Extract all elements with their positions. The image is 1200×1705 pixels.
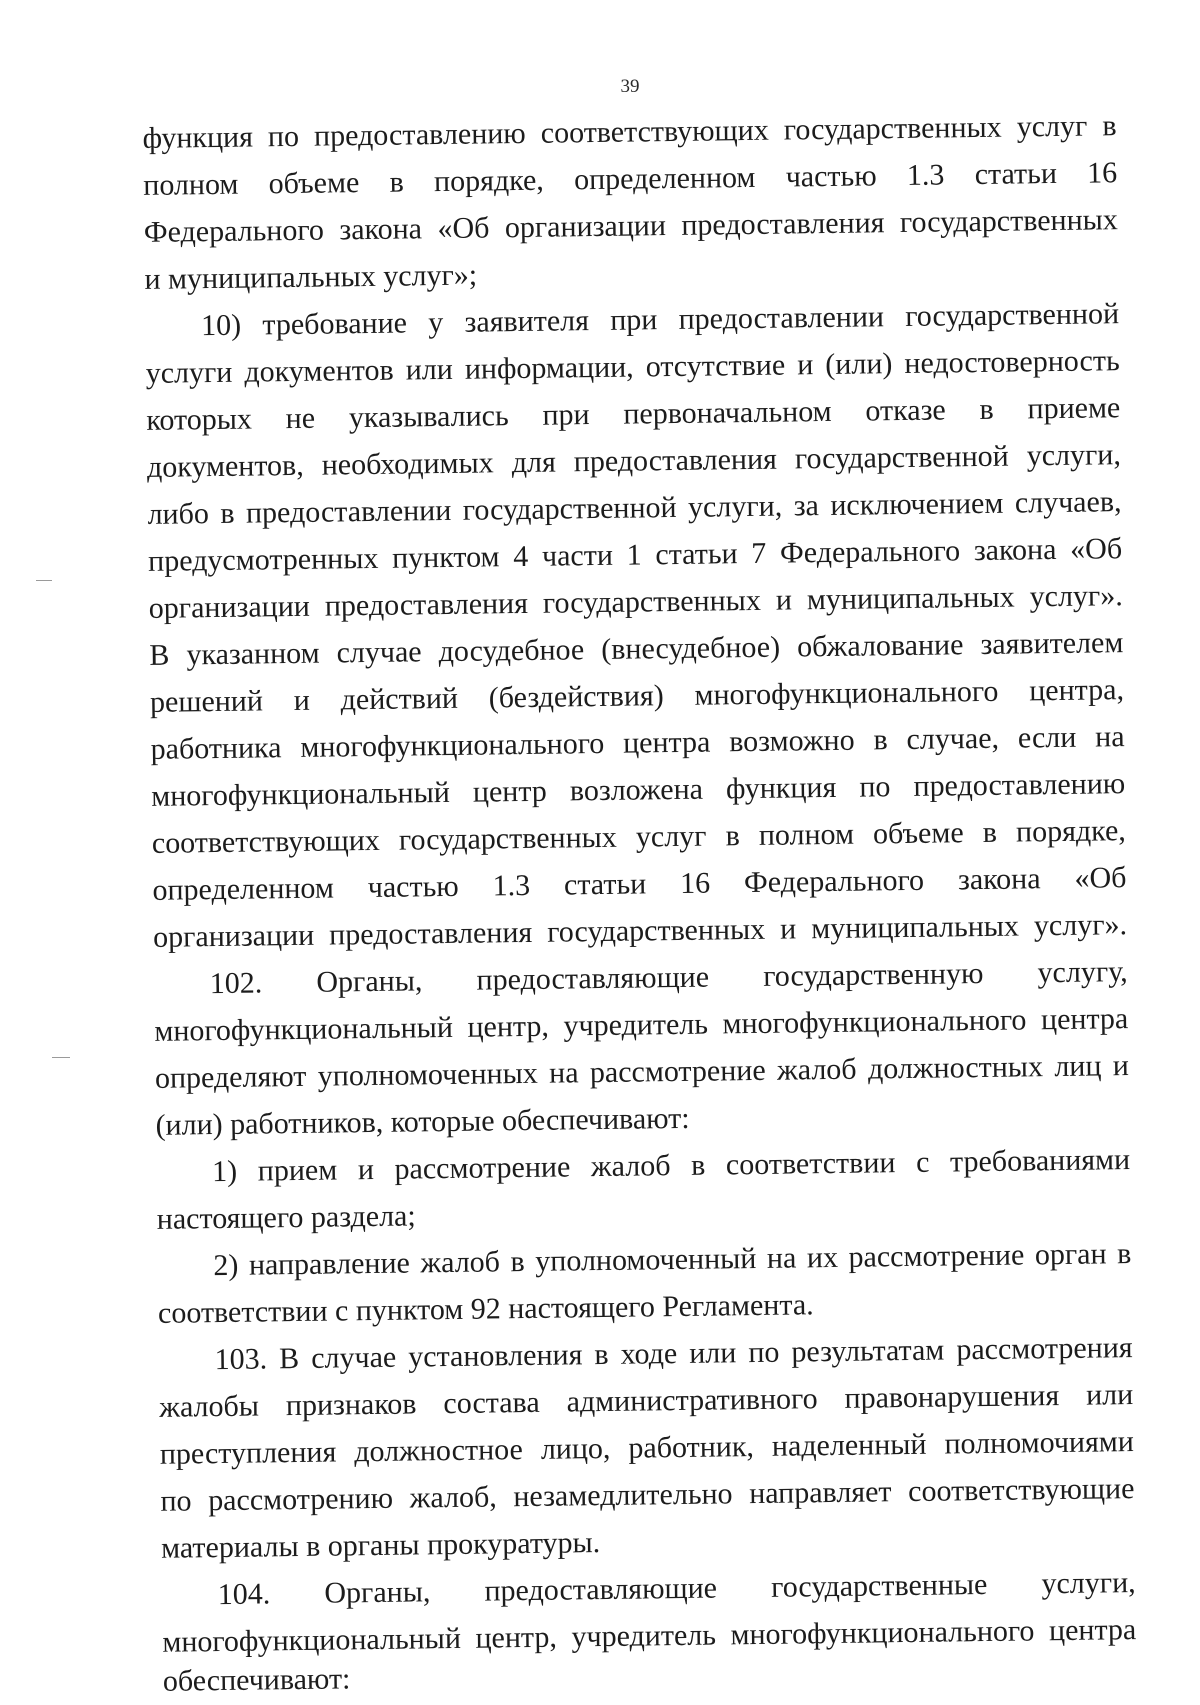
text-line: Федерального закона «Об организации предоставления государственных — [143, 203, 1119, 249]
text-line: 2) направление жалоб в уполномоченный на их рассмотрение орган в — [213, 1237, 1132, 1283]
text-line: работника многофункционального центра возможно в случае, если на — [150, 720, 1125, 766]
text-line: либо в предоставлении государственной услуги, за исключением случаев, — [147, 485, 1122, 531]
text-line: определенном частью 1.3 статьи 16 Федерального закона «Об — [152, 861, 1127, 907]
text-line: многофункциональный центр, учредитель многофункционального центра — [154, 1002, 1129, 1048]
text-line: 10) требование у заявителя при предоставлении государственной — [200, 297, 1120, 343]
text-line: (или) работников, которые обеспечивают: — [155, 1101, 690, 1142]
text-line: услуги документов или информации, отсутствие и (или) недостоверность — [145, 344, 1120, 390]
text-line: обеспечивают: — [162, 1662, 351, 1698]
text-line: решений и действий (бездействия) многофункционального центра, — [149, 673, 1125, 719]
text-line: 102. Органы, предоставляющие государственную услугу, — [209, 955, 1128, 1001]
text-line: которых не указывались при первоначальном отказе в приеме — [146, 391, 1121, 437]
text-line: организации предоставления государственных и муниципальных услуг». — [148, 579, 1123, 625]
text-line: предусмотренных пунктом 4 части 1 статьи 7 Федерального закона «Об — [147, 532, 1123, 578]
text-line: материалы в органы прокуратуры. — [160, 1526, 601, 1565]
text-line: многофункциональный центр возложена функция по предоставлению — [151, 767, 1126, 813]
text-line: 103. В случае установления в ходе или по результатам рассмотрения — [214, 1331, 1133, 1377]
text-line: преступления должностное лицо, работник, наделенный полномочиями — [159, 1425, 1135, 1471]
text-line: соответствии с пунктом 92 настоящего Регламента. — [157, 1288, 814, 1330]
text-line: соответствующих государственных услуг в полном объеме в порядке, — [151, 814, 1127, 860]
text-line: настоящего раздела; — [156, 1199, 416, 1236]
text-line: по рассмотрению жалоб, незамедлительно направляет соответствующие — [160, 1472, 1135, 1518]
text-line: определяют уполномоченных на рассмотрение жалоб должностных лиц и — [154, 1049, 1130, 1095]
page-number: 39 — [620, 76, 640, 97]
text-line: организации предоставления государственных и муниципальных услуг». — [152, 908, 1128, 954]
text-line: 1) прием и рассмотрение жалоб в соответствии с требованиями — [211, 1143, 1131, 1189]
text-line: 104. Органы, предоставляющие государственные услуги, — [217, 1566, 1136, 1612]
text-line: функция по предоставлению соответствующих государственных услуг в — [142, 109, 1117, 155]
text-line: В указанном случае досудебное (внесудебное) обжалование заявителем — [149, 626, 1124, 672]
text-line: документов, необходимых для предоставления государственной услуги, — [146, 438, 1122, 484]
text-line: многофункциональный центр, учредитель многофункционального центра — [162, 1613, 1137, 1659]
text-line: и муниципальных услуг»; — [144, 258, 478, 296]
text-line: жалобы признаков состава административного правонарушения или — [159, 1378, 1134, 1424]
text-line: полном объеме в порядке, определенном частью 1.3 статьи 16 — [143, 156, 1118, 202]
